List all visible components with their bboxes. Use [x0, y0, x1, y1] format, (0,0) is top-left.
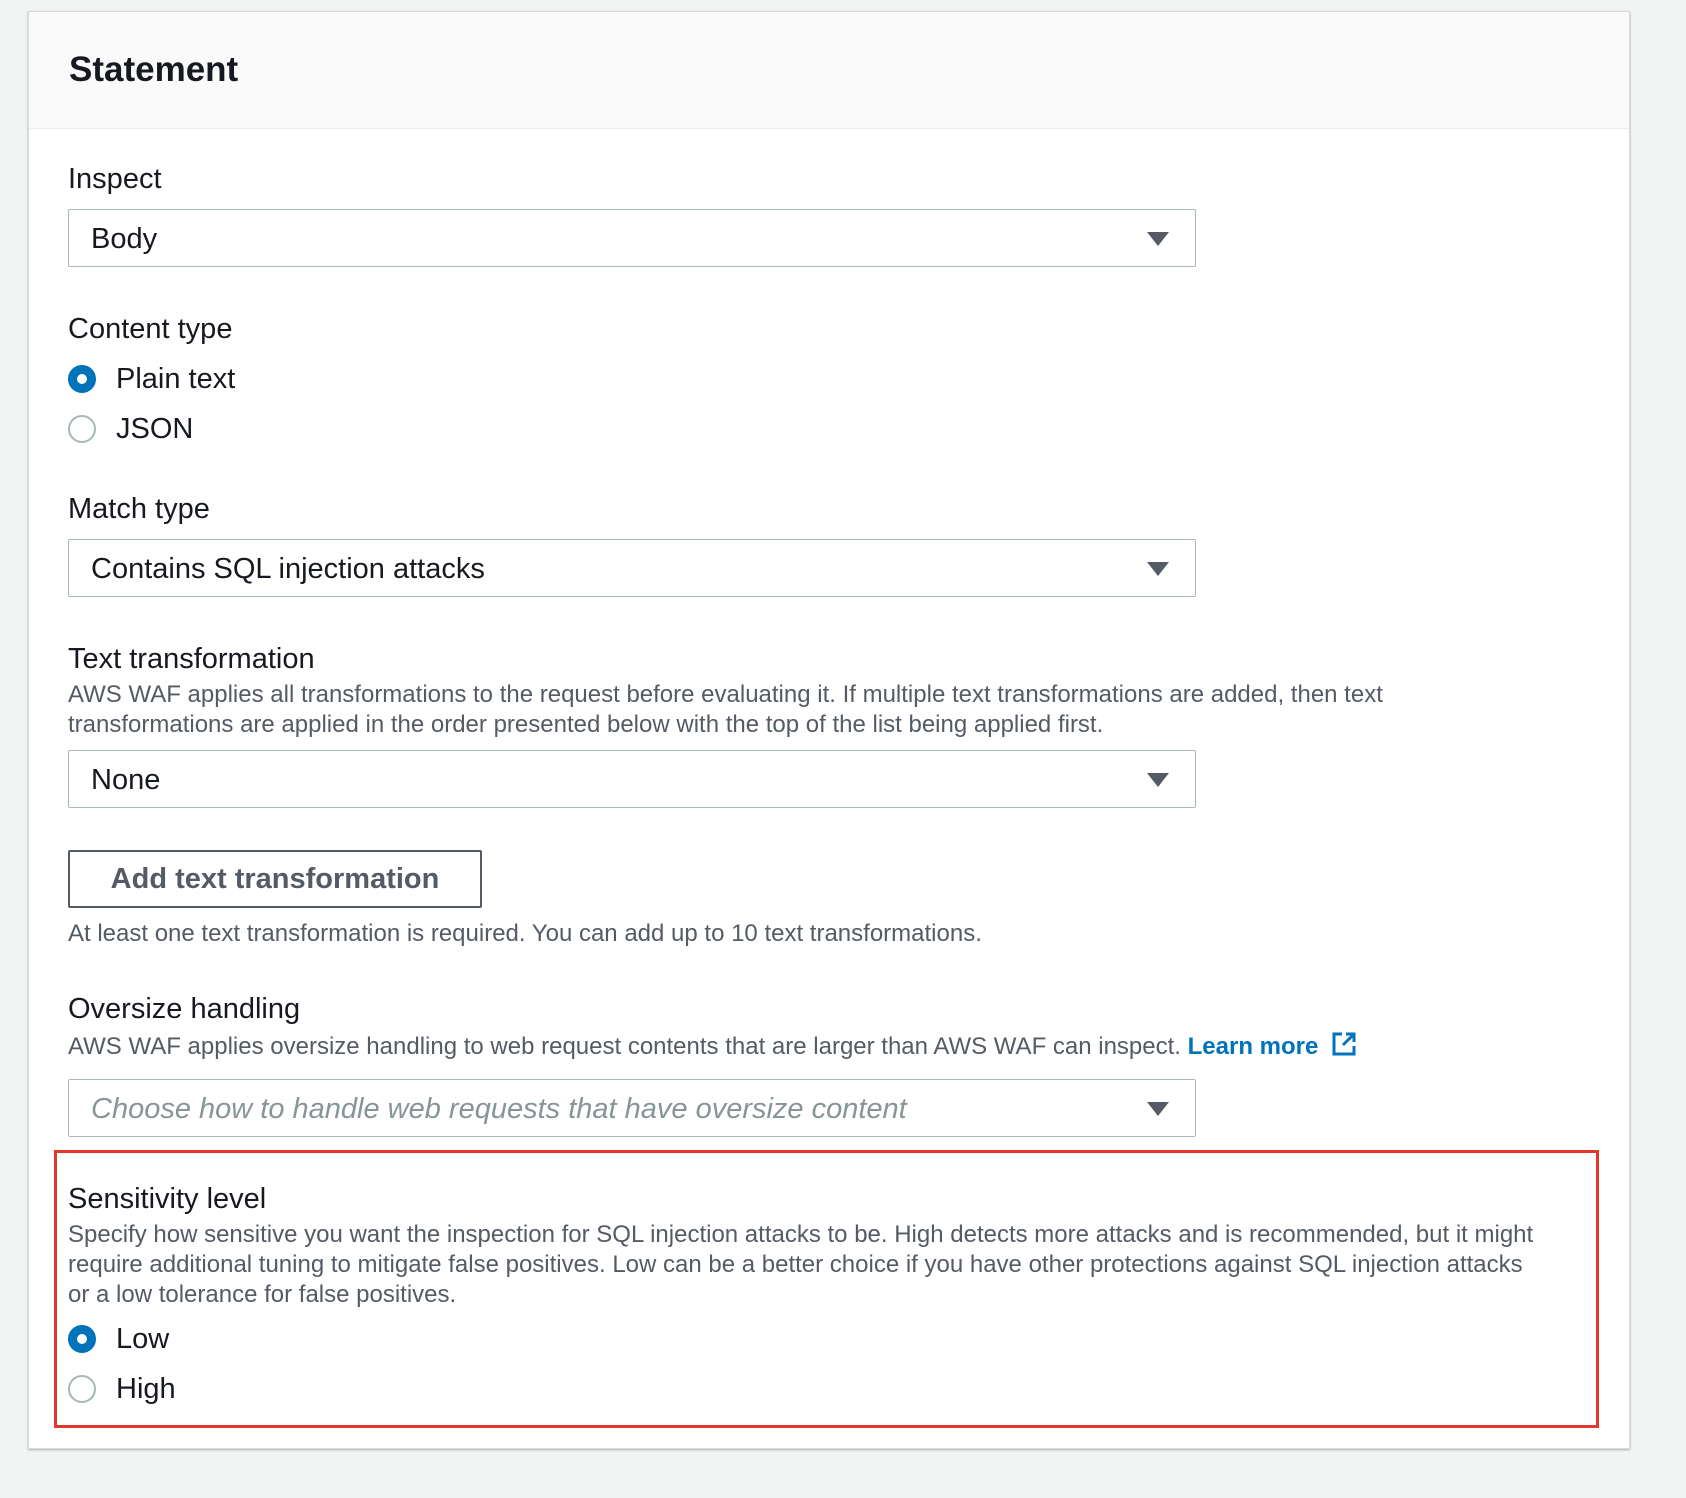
- sensitivity-high-label[interactable]: High: [116, 1373, 176, 1405]
- text-transformation-description-line2: transformations are applied in the order presented below with the top of the list being applied first.: [68, 711, 1104, 738]
- oversize-handling-select[interactable]: [68, 1079, 1196, 1137]
- content-type-json-label[interactable]: JSON: [116, 413, 194, 445]
- text-transformation-select-value: None: [91, 764, 161, 796]
- oversize-handling-label: Oversize handling: [68, 993, 301, 1025]
- content-type-json-radio[interactable]: [68, 415, 96, 443]
- text-transformation-hint: At least one text transformation is required. You can add up to 10 text transformations.: [68, 920, 982, 947]
- text-transformation-label: Text transformation: [68, 643, 315, 675]
- oversize-handling-placeholder: Choose how to handle web requests that have oversize content: [91, 1093, 907, 1125]
- text-transformation-select[interactable]: [68, 750, 1196, 808]
- match-type-select-value: Contains SQL injection attacks: [91, 553, 485, 585]
- match-type-select[interactable]: [68, 539, 1196, 597]
- sensitivity-level-label: Sensitivity level: [68, 1183, 267, 1215]
- caret-down-icon: [1147, 232, 1169, 246]
- caret-down-icon: [1147, 1102, 1169, 1116]
- panel-title: Statement: [69, 50, 239, 89]
- sensitivity-high-radio[interactable]: [68, 1375, 96, 1403]
- sensitivity-low-label[interactable]: Low: [116, 1323, 170, 1355]
- content-type-plain-text-label[interactable]: Plain text: [116, 363, 236, 395]
- sensitivity-low-radio[interactable]: [68, 1325, 96, 1353]
- oversize-handling-description-row: [68, 1031, 1357, 1062]
- text-transformation-description-line1: AWS WAF applies all transformations to the request before evaluating it. If multiple text transformations are added, then text: [68, 681, 1383, 708]
- caret-down-icon: [1147, 773, 1169, 787]
- add-text-transformation-button[interactable]: Add text transformation: [68, 850, 482, 908]
- caret-down-icon: [1147, 562, 1169, 576]
- oversize-handling-description: AWS WAF applies oversize handling to web request contents that are larger than AWS WAF can inspect.: [68, 1033, 1181, 1060]
- content-type-plain-text-radio[interactable]: [68, 365, 96, 393]
- sensitivity-level-description-line2: require additional tuning to mitigate false positives. Low can be a better choice if you have other protections against SQL injection attacks: [68, 1251, 1523, 1278]
- inspect-select[interactable]: [68, 209, 1196, 267]
- inspect-select-value: Body: [91, 223, 158, 255]
- content-type-label: Content type: [68, 313, 233, 345]
- sensitivity-level-description-line3: or a low tolerance for false positives.: [68, 1281, 457, 1308]
- sensitivity-level-description-line1: Specify how sensitive you want the inspection for SQL injection attacks to be. High detects more attacks and is recommended, but it might: [68, 1221, 1534, 1248]
- learn-more-label: Learn more: [1187, 1033, 1319, 1060]
- external-link-icon[interactable]: [1331, 1031, 1357, 1057]
- inspect-label: Inspect: [68, 163, 162, 195]
- match-type-label: Match type: [68, 493, 210, 525]
- panel-header: [29, 12, 1629, 129]
- learn-more-link[interactable]: [1188, 1033, 1319, 1060]
